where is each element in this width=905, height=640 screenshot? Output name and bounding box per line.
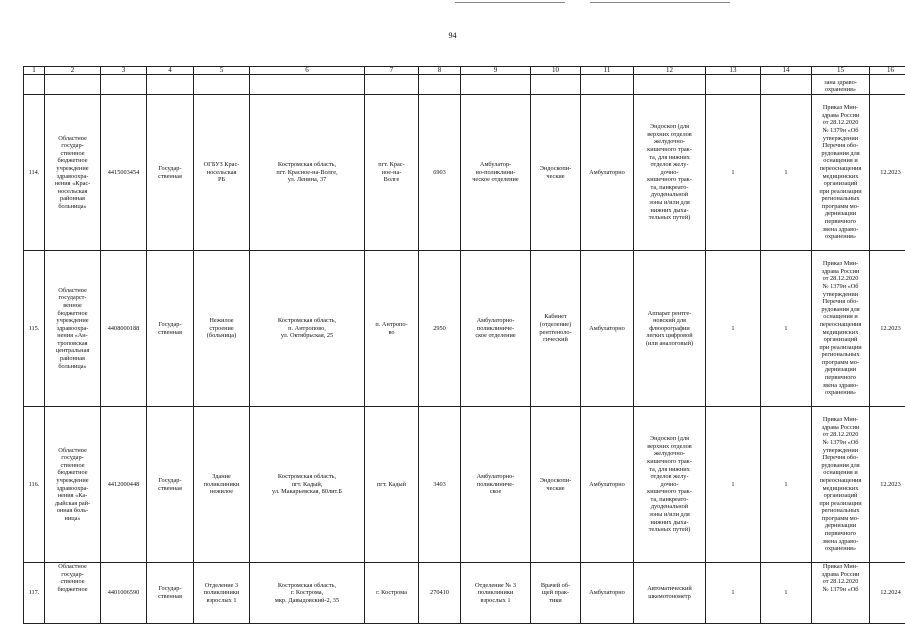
address: Костромская область, г. Кострома, мкр. Давыдовский-2, 35 bbox=[250, 563, 365, 624]
equipment: Эндоскоп (для верхних отделов желудочно- кишечного трак- та, для нижних отделов желу- дочно- кишечного трак- та, панкреато- дуоденальной зоны и/или для нижних дыха- тельных путей) bbox=[634, 95, 706, 251]
equipment: Автоматический шкемотонометр bbox=[634, 563, 706, 624]
population: 3403 bbox=[419, 407, 461, 563]
col-number: 11 bbox=[581, 67, 634, 75]
date: 12.2024 bbox=[870, 563, 905, 624]
quantity: 1 bbox=[761, 95, 812, 251]
equipment: Эндоскоп (для верхних отделов желудочно- кишечного трак- та, для нижних отделов желу- дочно- кишечного трак- та, панкреато- дуоденальной зоны и/или для нижних дыха- тельных путей) bbox=[634, 407, 706, 563]
continuation-row bbox=[24, 75, 905, 95]
population: 270410 bbox=[419, 563, 461, 624]
ownership: Государ- ственная bbox=[147, 251, 194, 407]
division: Отделение № 3 поликлиники взрослых 1 bbox=[461, 563, 531, 624]
cabinet: Врачей об- щей прак- тики bbox=[531, 563, 581, 624]
address: Костромская область, п. Антропово, ул. Октябрьская, 25 bbox=[250, 251, 365, 407]
care-mode: Амбулаторно bbox=[581, 563, 634, 624]
ownership: Государ- ственная bbox=[147, 407, 194, 563]
column-number-row bbox=[24, 67, 905, 75]
legal-basis: Приказ Мин- здрава России от 28.12.2020 № 1379н «Об утверждении Перечня обо- рудования для оснащения и переоснащения медицинских организаций при реализации региональных программ мо- дернизации первичного звена здраво- охранения» bbox=[812, 95, 870, 251]
quantity: 1 bbox=[706, 407, 761, 563]
table-row bbox=[24, 95, 905, 251]
division: Амбулатор- но-поликлини- ческое отделение bbox=[461, 95, 531, 251]
row-number: 116. bbox=[24, 407, 45, 563]
col-number: 3 bbox=[101, 67, 147, 75]
cabinet: Эндоскопи- ческие bbox=[531, 407, 581, 563]
equipment: Аппарат рентге- новский для флюорографии легких цифровой (или аналоговый) bbox=[634, 251, 706, 407]
table-row bbox=[24, 563, 905, 624]
row-number: 117. bbox=[24, 563, 45, 624]
cabinet: Эндоскопи- ческие bbox=[531, 95, 581, 251]
organization-name: Областное государ- ственное бюджетное учреждение здравоохра- нения «Крас- носельская районная больница» bbox=[45, 95, 101, 251]
quantity: 1 bbox=[761, 407, 812, 563]
col-number: 13 bbox=[706, 67, 761, 75]
address: Костромская область, пгт. Кадый, ул. Макарьевская, 80лит.Б bbox=[250, 407, 365, 563]
organization-name: Областное государст- венное бюджетное учреждение здравоохра- нения «Ан- троповская центральная районная больница» bbox=[45, 251, 101, 407]
ownership: Государ- ственная bbox=[147, 95, 194, 251]
col-number: 12 bbox=[634, 67, 706, 75]
col-number: 9 bbox=[461, 67, 531, 75]
col-number: 14 bbox=[761, 67, 812, 75]
ownership: Государ- ственная bbox=[147, 563, 194, 624]
inn: 4401006590 bbox=[101, 563, 147, 624]
col-number: 4 bbox=[147, 67, 194, 75]
col-number: 5 bbox=[194, 67, 250, 75]
population: 6903 bbox=[419, 95, 461, 251]
top-rule-right bbox=[590, 2, 730, 3]
row-number: 115. bbox=[24, 251, 45, 407]
locality: пгт. Крас- ное-на- Волге bbox=[365, 95, 419, 251]
col-number: 16 bbox=[870, 67, 905, 75]
care-mode: Амбулаторно bbox=[581, 95, 634, 251]
building: Здание поликлиники нежилое bbox=[194, 407, 250, 563]
date: 12.2023 bbox=[870, 95, 905, 251]
col-number: 6 bbox=[250, 67, 365, 75]
organization-name: Областное государ- ственное бюджетное учреждение здравоохра- нения «Ка- дыйская рай- онная боль- ница» bbox=[45, 407, 101, 563]
col-number: 7 bbox=[365, 67, 419, 75]
inn: 4415003454 bbox=[101, 95, 147, 251]
division: Амбулаторно- поликлиниче- ское отделение bbox=[461, 251, 531, 407]
building: Нежилое строение (больница) bbox=[194, 251, 250, 407]
row-number: 114. bbox=[24, 95, 45, 251]
quantity: 1 bbox=[706, 563, 761, 624]
locality: пгт. Кадый bbox=[365, 407, 419, 563]
col-number: 1 bbox=[24, 67, 45, 75]
col-number: 10 bbox=[531, 67, 581, 75]
equipment-table bbox=[23, 66, 905, 624]
col-number: 15 bbox=[812, 67, 870, 75]
legal-basis: Приказ Мин- здрава России от 28.12.2020 № 1379н «Об утверждении Перечня обо- рудования для оснащения и переоснащения медицинских организаций при реализации региональных программ мо- дернизации первичного звена здраво- охранения» bbox=[812, 407, 870, 563]
care-mode: Амбулаторно bbox=[581, 407, 634, 563]
col-number: 2 bbox=[45, 67, 101, 75]
date: 12.2023 bbox=[870, 251, 905, 407]
legal-basis: Приказ Мин- здрава России от 28.12.2020 № 1379н «Об bbox=[812, 563, 870, 624]
top-rule-left bbox=[455, 2, 565, 3]
locality: п. Антропо- во bbox=[365, 251, 419, 407]
inn: 4412000448 bbox=[101, 407, 147, 563]
col-number: 8 bbox=[419, 67, 461, 75]
quantity: 1 bbox=[761, 563, 812, 624]
building: Отделение 3 поликлиники взрослых 1 bbox=[194, 563, 250, 624]
quantity: 1 bbox=[706, 95, 761, 251]
care-mode: Амбулаторно bbox=[581, 251, 634, 407]
page-number: 94 bbox=[448, 31, 457, 40]
building: ОГБУЗ Крас- носельская РБ bbox=[194, 95, 250, 251]
inn: 4408000188 bbox=[101, 251, 147, 407]
address: Костромская область, пгт. Красное-на-Волге, ул. Ленина, 37 bbox=[250, 95, 365, 251]
division: Амбулаторно- поликлиниче- ское bbox=[461, 407, 531, 563]
table-row bbox=[24, 251, 905, 407]
organization-name: Областное государ- ственное бюджетное bbox=[45, 563, 101, 624]
locality: г. Кострома bbox=[365, 563, 419, 624]
cabinet: Кабинет (отделение) рентгеноло- гический bbox=[531, 251, 581, 407]
quantity: 1 bbox=[761, 251, 812, 407]
date: 12.2023 bbox=[870, 407, 905, 563]
population: 2950 bbox=[419, 251, 461, 407]
quantity: 1 bbox=[706, 251, 761, 407]
legal-basis: Приказ Мин- здрава России от 28.12.2020 № 1379н «Об утверждении Перечня обо- рудования для оснащения и переоснащения медицинских организаций при реализации региональных программ мо- дернизации первичного звена здраво- охранения» bbox=[812, 251, 870, 407]
table-row bbox=[24, 407, 905, 563]
continuation-text: зана здраво- охранения» bbox=[812, 75, 870, 95]
